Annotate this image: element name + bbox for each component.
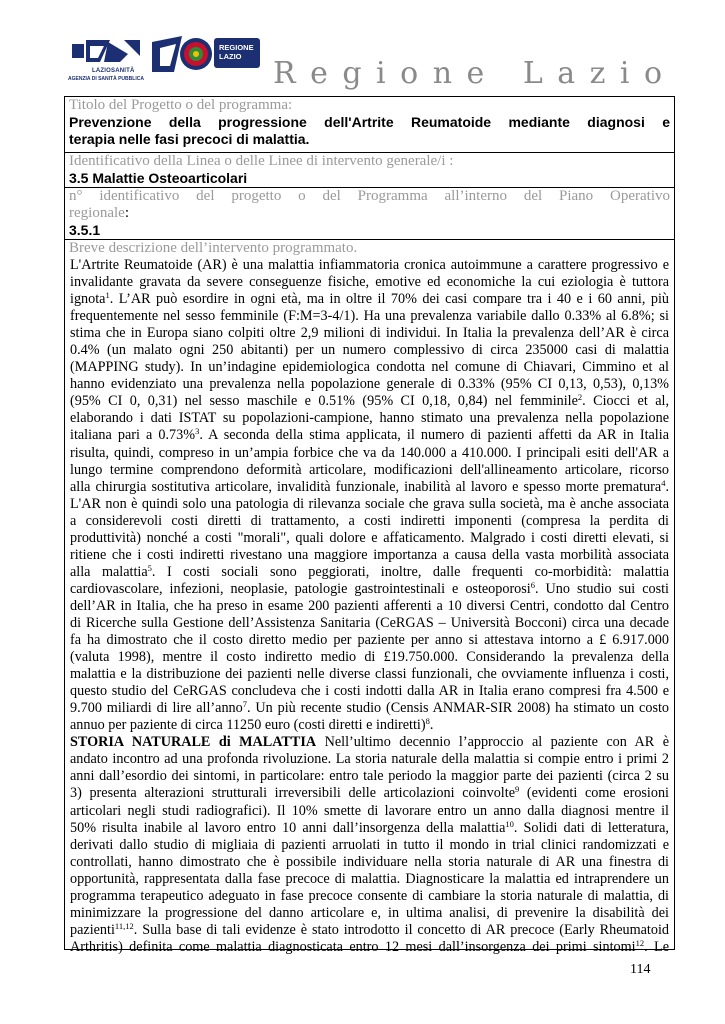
body-line: malattia e la distribuzione dei pazienti nelle diverse classi funzionali, che ovviamente influenza i costi, [70,666,669,683]
regione-emblem-icon [152,32,216,76]
id-label-colon: : [124,205,129,221]
footnote-ref: 5 [147,562,152,573]
footnote-ref: 6 [530,579,535,590]
footnote-ref: 7 [242,699,247,710]
laziosanita-name: LAZIOSANITÀ [92,68,135,74]
section-heading-natural-history: STORIA NATURALE di MALATTIA [70,734,317,751]
body-line: hanno evidenziato una prevalenza nella popolazione generale di 0.33% (95% CI 0,13, 0,53), 0,13% [70,376,669,393]
body-line: elaborando i dati ISTAT su popolazioni-campione, hanno stimato una prevalenza nella popolazione [70,410,669,427]
body-line: 50% risulta inabile al lavoro entro 10 anni dall’insorgenza della malattia$^{10}$. Solidi dati di letteratura, [70,818,669,836]
footnote-ref: 2 [577,392,583,403]
row-project-id [65,188,674,240]
body-line: fa ha dimostrato che il costo diretto medio per paziente per anno si attestava intorno a £ 6.917.000 [70,632,669,649]
body-line: produttività) nonché a costi "morali", quali dolore e affaticamento. Malgrado i costi diretti elevati, si [70,529,669,546]
body-line: 0.4% (un malato ogni 250 abitanti) per un numero complessivo di circa 235000 casi di malattia [70,342,669,359]
body-line: alla malattia$^5$. I costi sociali sono peggiorati, inoltre, dalle frequenti co-morbidità: malattia [70,562,669,580]
body-line: Arthritis) definita come malattia diagnosticata entro 12 mesi dall’insorgenza dei primi sintomi$^{12}$. Le [70,937,670,955]
body-line: questo studio del CeRGAS concludeva che i costi indotti dalla AR in Italia erano compresi fra 4.500 e [70,683,669,700]
body-line: alla chirurgia sostitutiva articolare, invalidità funzionale, inabilità al lavoro e spesso morte prematura$^4$. [70,477,669,495]
page-number: 114 [630,962,651,977]
body-line: pazienti$^{11,12}$. Sulla base di tali evidenze è stato introdotto il concetto di AR precoce (Early Rheumatoid [70,920,669,938]
regione-lazio-wordmark: Regione Lazio [273,56,677,91]
body-line: articolari negli studi radiografici). Il 10% smette di lavorare entro un anno dalla diagnosi mentre il [70,802,669,819]
body-line: dell’AR in Italia, che ha preso in esame 200 pazienti afferenti a 10 diversi Centri, condotto dal Centro [70,597,669,614]
footnote-ref: 9 [515,784,520,795]
body-line: annuo per paziente di circa 11250 euro (costi diretti e indiretti)$^8$. [70,716,434,734]
description-label: Breve descrizione dell’intervento programmato. [69,240,358,256]
body-line: andato incontro ad una profonda rivoluzione. La storia naturale della malattia si compie entro i primi 2 [70,751,669,768]
body-line: L'Artrite Reumatoide (AR) è una malattia infiammatoria cronica autoimmune a carattere progressivo e [70,257,669,273]
title-value-line2: terapia nelle fasi precoci di malattia. [69,131,310,147]
body-line: frequentemente nel sesso femminile (F:M=3-4/1). Ha una prevalenza variabile dallo 0.33% al 6.8%; si [70,308,669,325]
body-line: (MAPPING study). In un’indagine epidemiologica condotta nel comune di Chiavari, Cimmino et al [70,359,669,376]
description-body [69,257,670,956]
body-line: opportunità, rappresentata dalla fase precoce di malattia. Diagnosticare la malattia ed intraprendere un [70,870,669,887]
body-line: italiana pari a 0.73%$^3$. A seconda della stima applicata, il numero di pazienti affetti da AR in Italia [70,426,669,444]
footnote-ref: 8 [425,716,430,727]
body-line: invalidante gravata da severe conseguenze fisiche, emotive ed economiche la cui eziologia è tuttora [70,274,669,291]
footnote-ref: 11,12 [114,920,134,931]
laziosanita-logo [62,30,157,90]
row-title [65,97,674,153]
footnote-ref: 10 [505,818,514,829]
regione-label-box [214,38,260,68]
body-line: STORIA NATURALE di MALATTIA Nell’ultimo decennio l’approccio al paziente con AR è [70,734,669,751]
logo-group [62,30,262,90]
body-line: ritiene che i costi indiretti rivestano una maggiore importanza a causa della vasta morbilità associata [70,546,669,563]
body-line: ignota$^1$. L’AR può esordire in ogni età, ma in oltre il 70% dei casi compare tra i 40 e i 60 anni, più [70,290,669,308]
body-line: controllati, hanno dimostrato che è possibile individuare nella storia naturale di AR una finestra di [70,853,669,870]
id-label-line2: regionale [69,205,125,221]
body-line: 9.700 miliardi di lire all’anno$^7$. Un più recente studio (Censis ANMAR-SIR 2008) ha stimato un costo [70,699,670,717]
laziosanita-subtitle: AGENZIA DI SANITÀ PUBBLICA [68,76,144,82]
id-label-line1: n° identificativo del progetto o del Programma all’interno del Piano Operativo [69,188,670,204]
title-label: Titolo del Progetto o del programma: [69,97,293,113]
body-line: anni dall’esordio dei sintomi, in particolare: entro tale periodo la maggior parte dei pazienti (circa 2 su [70,768,669,785]
body-line: derivati dallo studio di migliaia di pazienti arruolati in tutto il mondo in trial clinici randomizzati e [70,836,669,853]
body-line: cardiovascolare, infezioni, neoplasie, patologie gastrointestinali e osteoporosi$^6$. Uno studio sui costi [70,579,669,597]
row-intervention-line [65,153,674,188]
page-header [0,0,725,98]
body-line: (95% CI 0, 0,31) nel sesso maschile e 0.51% (95% CI 0,18, 0,84) nel femminile$^2$. Ciocci et al, [70,392,669,410]
footnote-ref: 3 [195,426,200,437]
footnote-ref: 1 [105,290,110,301]
regione-label-line1: REGIONE [219,43,254,52]
body-line: di Ricerche sulla Gestione dell’Assistenza Sanitaria (CeRGAS – Università Bocconi) circa una decade [70,614,669,631]
body-line: risulta, quindi, compreso in un’ampia forbice che va da 140.000 a 410.000. I principali esiti dell'AR a [70,444,669,461]
project-form-table [64,96,675,955]
body-line: (valuta 1998), mentre il costo indiretto medio di £19.750.000. Considerando la prevalenza della [70,649,669,666]
body-line: L'AR non è quindi solo una patologia di rilevanza sociale che grava sulla società, ma è anche associata [70,495,669,512]
body-line: a considerevoli costi diretti di trattamento, a costi indiretti imponenti (compresa la perdita di [70,512,669,529]
body-line: 3) presenta alterazioni strutturali irreversibili delle articolazioni coinvolte$^9$ (evidenti come erosioni [70,784,670,802]
id-value: 3.5.1 [69,222,101,238]
regione-label-line2: LAZIO [219,52,242,61]
footnote-ref: 12 [635,937,645,948]
body-line: minimizzare la progressione del danno articolare e, in ultima analisi, di prevenire la disabilità dei [70,904,669,921]
body-line: programma terapeutico adeguato in fase precoce consente di cambiare la storia naturale di malattia, di [70,887,669,904]
line-label: Identificativo della Linea o delle Linee di intervento generale/i : [69,153,454,169]
footnote-ref: 4 [661,477,666,488]
body-line: stima che in Europa siano colpiti oltre 2,9 milioni di individui. In Italia la prevalenza dell’AR è circa [70,325,669,342]
body-line: lungo termine comprendono deformità articolare, modificazioni dell'allineamento articolare, ricorso [70,461,669,478]
line-value: 3.5 Malattie Osteoarticolari [69,170,248,186]
laziosanita-mark-icon [70,36,140,66]
title-value-line1: Prevenzione della progressione dell'Artrite Reumatoide mediante diagnosi e [69,114,670,130]
row-description [65,240,674,955]
